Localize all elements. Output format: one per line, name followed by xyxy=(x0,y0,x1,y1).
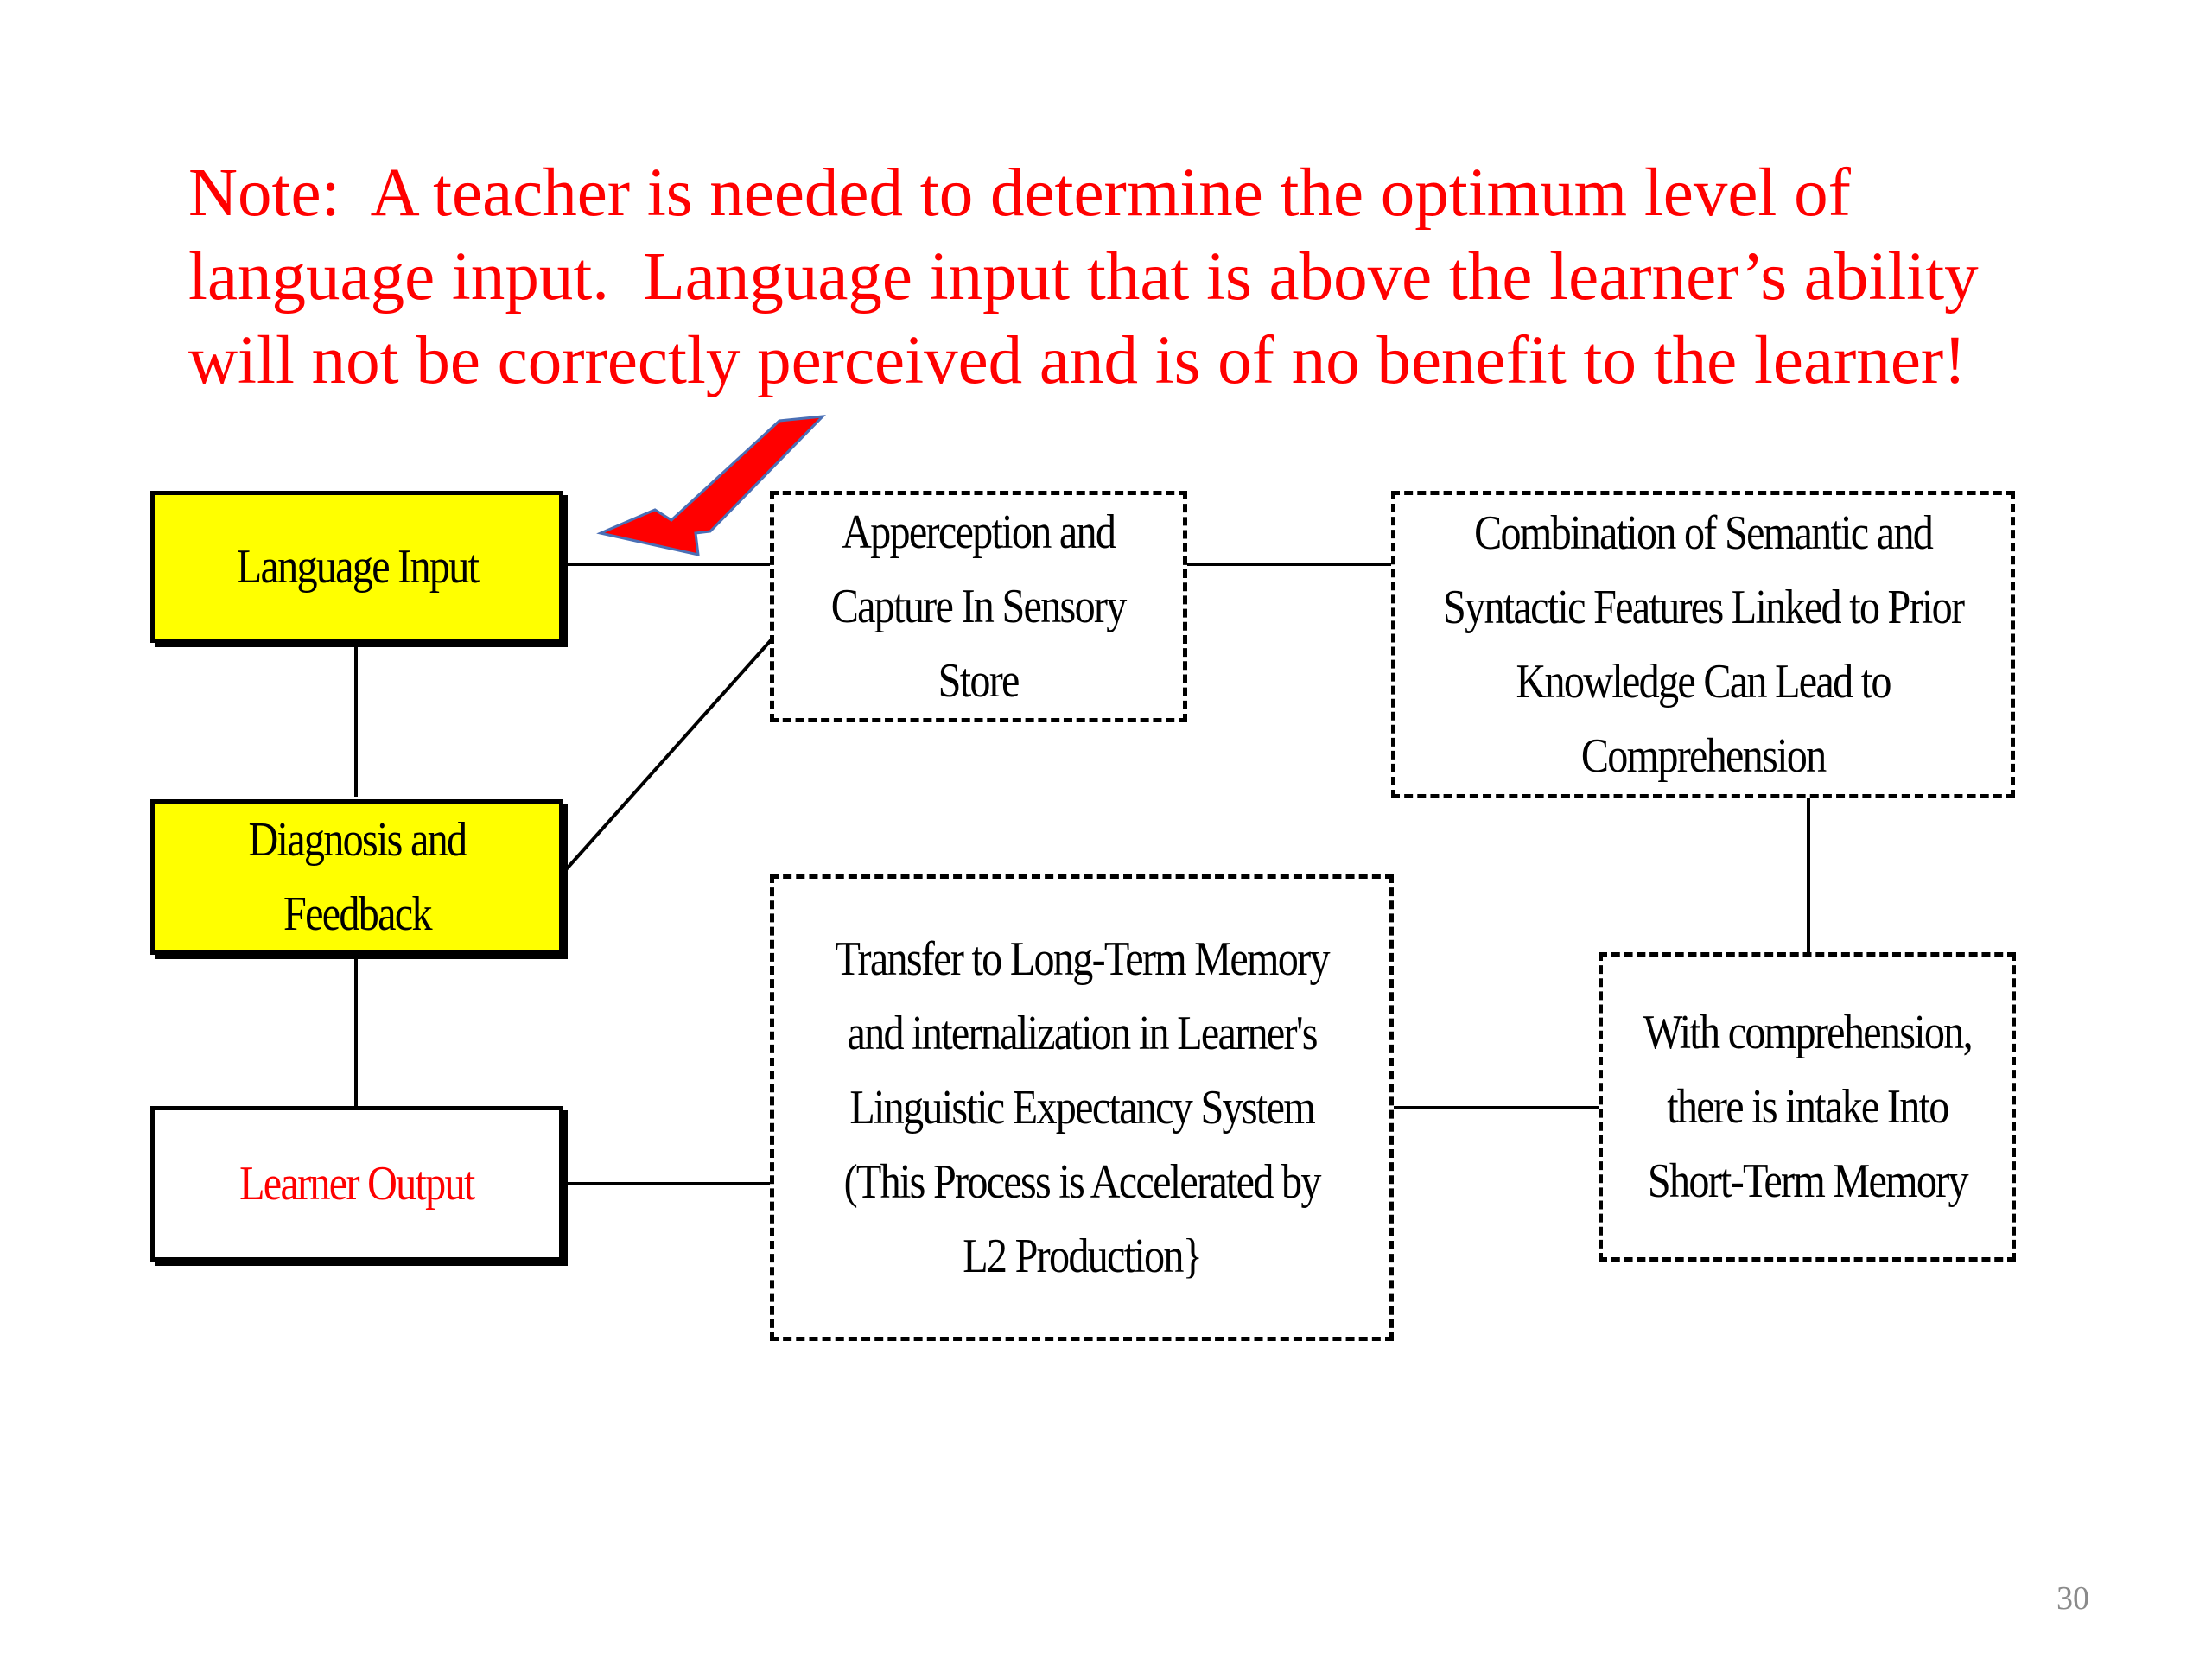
combination-label: Combination of Semantic and Syntactic Features Linked to Prior Knowledge Can Lead to Comprehension xyxy=(1442,506,1964,783)
note-line-1: Note: A teacher is needed to determine the optimum level of xyxy=(188,156,1851,231)
comprehension-box xyxy=(1599,952,2016,1262)
comprehension-label: With comprehension, there is intake Into Short-Term Memory xyxy=(1643,1006,1972,1208)
diagnosis-feedback-label: Diagnosis and Feedback xyxy=(248,813,466,941)
combination-box xyxy=(1391,491,2015,798)
language-input-box xyxy=(150,491,563,643)
note-line-2: language input. Language input that is above the learner’s ability xyxy=(188,239,1979,315)
transfer-label: Transfer to Long-Term Memory and internalization in Learner's Linguistic Expectancy System (This Process is Accelerated by L2 Production} xyxy=(835,932,1329,1283)
transfer-box xyxy=(770,874,1394,1341)
language-input-label: Language Input xyxy=(236,540,478,594)
page-number: 30 xyxy=(2056,1580,2089,1617)
learner-output-label: Learner Output xyxy=(239,1157,474,1211)
connector-diagnosis-apperception xyxy=(562,639,772,874)
apperception-label: Apperception and Capture In Sensory Store xyxy=(831,505,1126,708)
diagnosis-feedback-box xyxy=(150,799,563,955)
learner-output-box xyxy=(150,1106,563,1262)
note-line-3: will not be correctly perceived and is of no benefit to the learner! xyxy=(188,323,1967,398)
apperception-box xyxy=(770,491,1187,722)
